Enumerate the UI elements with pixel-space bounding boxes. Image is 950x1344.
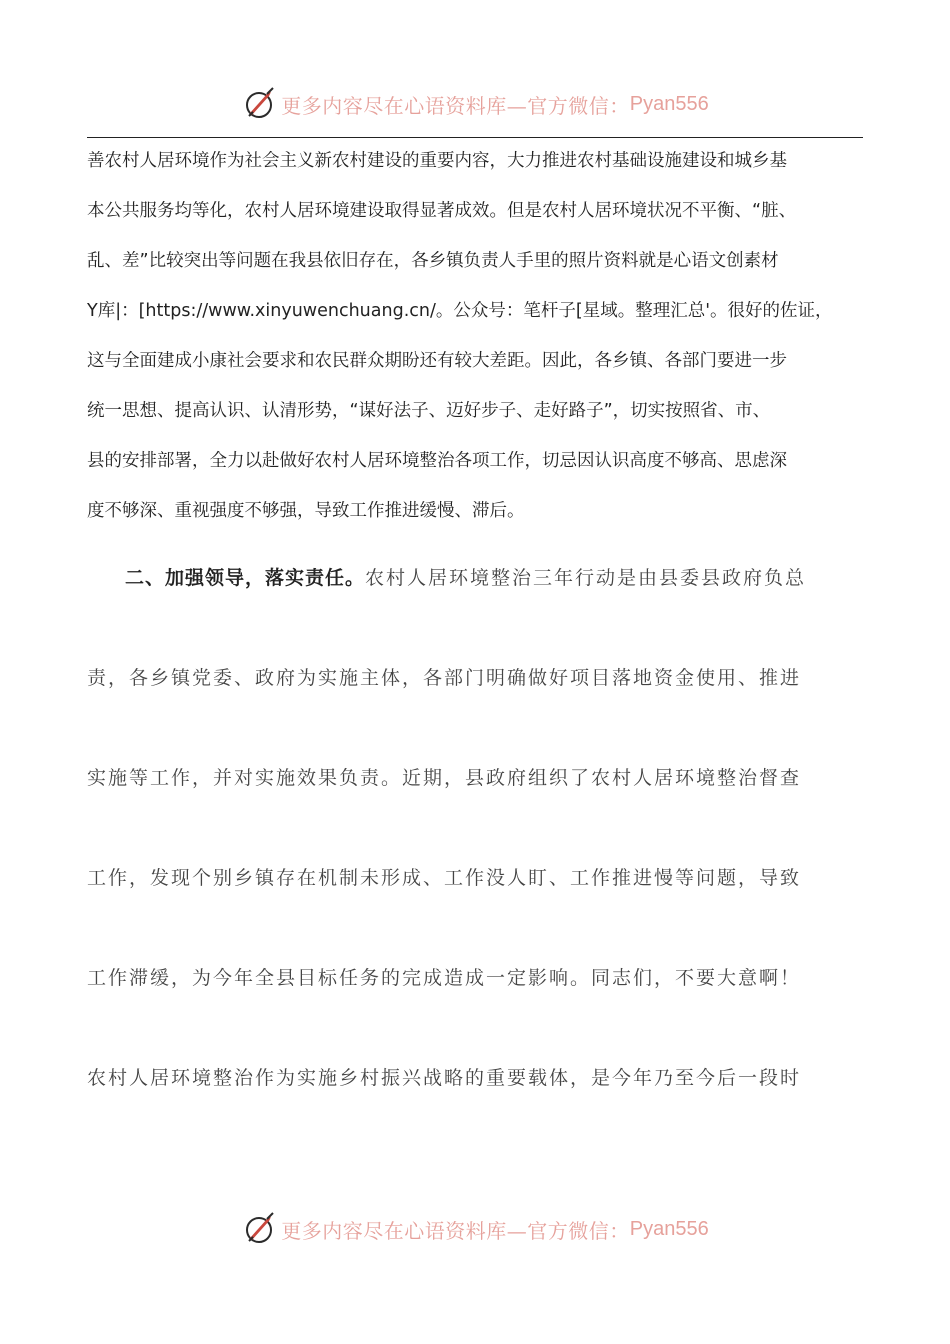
paragraph-1: [87, 142, 867, 542]
footer-banner: [0, 1209, 950, 1249]
section-2-line: 工作滞缓，为今年全县目标任务的完成造成一定影响。同志们，不要大意啊！: [87, 967, 802, 989]
footer-banner-text: 更多内容尽在心语资料库—官方微信：: [281, 1218, 630, 1243]
header-banner: [0, 84, 950, 124]
section-2-line: 实施等工作，并对实施效果负责。近期，县政府组织了农村人居环境整治督查: [87, 767, 802, 789]
section-2-first-line: [87, 558, 867, 658]
section-2-line: 农村人居环境整治作为实施乡村振兴战略的重要载体，是今年乃至今后一段时: [87, 1067, 802, 1089]
quill-pen-icon: [241, 86, 277, 122]
paragraph-line: 统一思想、提高认识、认清形势，“谋好法子、迈好步子、走好路子”，切实按照省、市、: [87, 401, 771, 421]
section-2-heading: 二、加强领导，落实责任。: [125, 567, 366, 589]
paragraph-line: 县的安排部署，全力以赴做好农村人居环境整治各项工作，切忌因认识高度不够高、思虑深: [87, 451, 787, 471]
paragraph-line: 本公共服务均等化，农村人居环境建设取得显著成效。但是农村人居环境状况不平衡、“脏、: [87, 201, 797, 221]
section-2-first-line-text: 农村人居环境整治三年行动是由县委县政府负总: [365, 567, 807, 589]
paragraph-line: 度不够深、重视强度不够强，导致工作推进缓慢、滞后。: [87, 501, 525, 521]
quill-pen-icon: [241, 1211, 277, 1247]
paragraph-line: 乱、差”比较突出等问题在我县依旧存在，各乡镇负责人手里的照片资料就是心语文创素材: [87, 251, 779, 271]
header-banner-text: 更多内容尽在心语资料库—官方微信：: [281, 93, 630, 118]
footer-banner-handle: Pyan556: [629, 1217, 709, 1240]
header-rule: [87, 137, 863, 138]
paragraph-line: Y库|：[https://www.xinyuwenchuang.cn/。公众号：笔杆子[星域。整理汇总'。很好的佐证，: [87, 301, 833, 321]
paragraph-line: 善农村人居环境作为社会主义新农村建设的重要内容，大力推进农村基础设施建设和城乡基: [87, 151, 787, 171]
section-2-line: 工作，发现个别乡镇存在机制未形成、工作没人盯、工作推进慢等问题，导致: [87, 867, 802, 889]
section-2-line: 责，各乡镇党委、政府为实施主体，各部门明确做好项目落地资金使用、推进: [87, 667, 802, 689]
header-banner-handle: Pyan556: [629, 92, 709, 115]
paragraph-line: 这与全面建成小康社会要求和农民群众期盼还有较大差距。因此，各乡镇、各部门要进一步: [87, 351, 787, 371]
section-2: [87, 558, 867, 1158]
